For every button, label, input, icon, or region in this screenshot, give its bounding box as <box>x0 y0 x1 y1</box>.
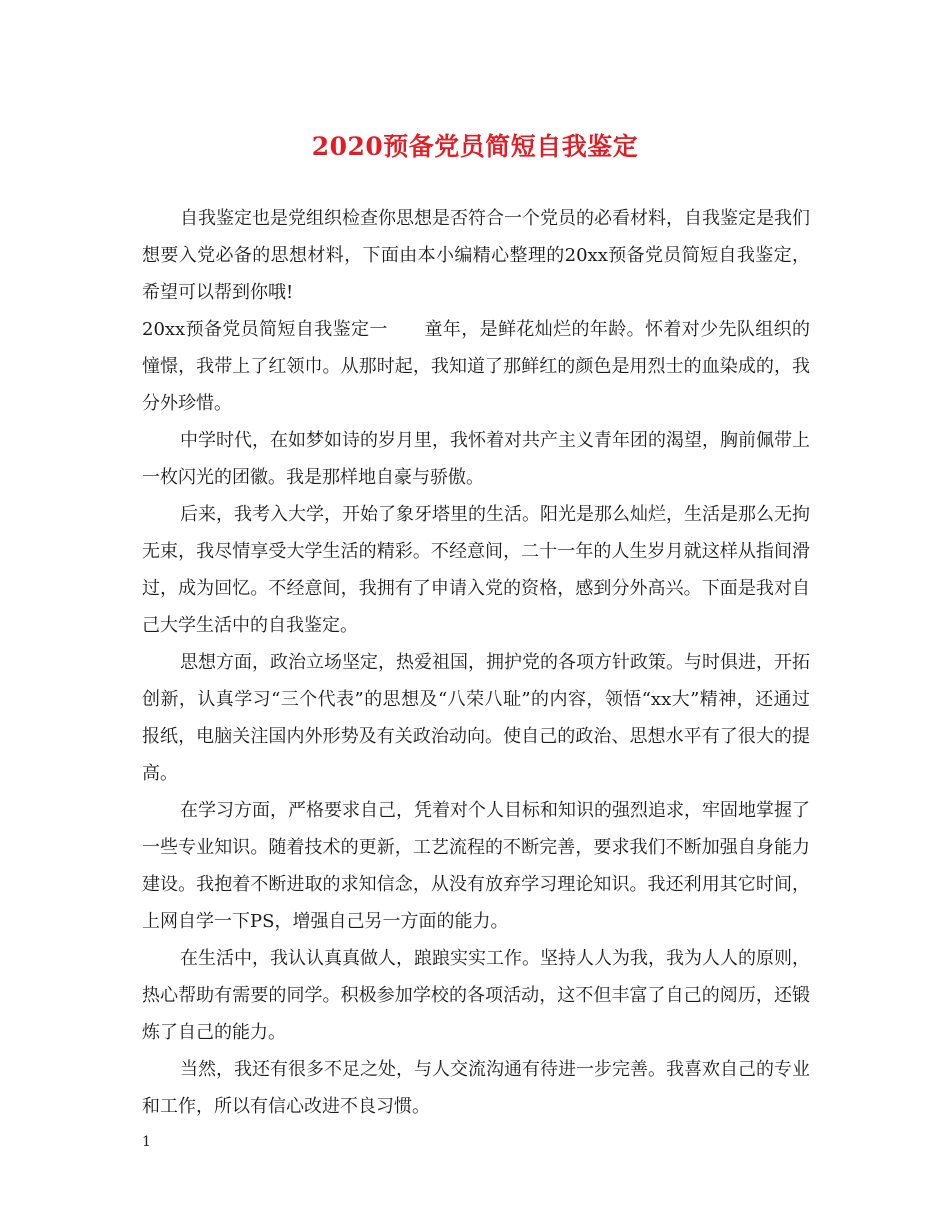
paragraph-middle-school: 中学时代，在如梦如诗的岁月里，我怀着对共产主义青年团的渴望，胸前佩带上一枚闪光的团徽。我是那样地自豪与骄傲。 <box>142 430 810 488</box>
document-title: 2020预备党员简短自我鉴定 <box>311 132 639 161</box>
paragraph-study: 在学习方面，严格要求自己，凭着对个人目标和知识的强烈追求，牢固地掌握了一些专业知识。随着技术的更新，工艺流程的不断完善，要求我们不断加强自身能力建设。我抱着不断进取的求知信念，从没有放弃学习理论知识。我还利用其它时间，上网自学一下PS，增强自己另一方面的能力。 <box>142 800 810 932</box>
paragraph-shortcomings: 当然，我还有很多不足之处，与人交流沟通有待进一步完善。我喜欢自己的专业和工作，所以有信心改进不良习惯。 <box>142 1059 810 1117</box>
paragraph-childhood: 20xx预备党员简短自我鉴定一 童年，是鲜花灿烂的年龄。怀着对少先队组织的憧憬，我带上了红领巾。从那时起，我知道了那鲜红的颜色是用烈士的血染成的，我分外珍惜。 <box>142 319 810 414</box>
document-body <box>142 200 810 1125</box>
page-number: 1 <box>142 1134 151 1150</box>
paragraph-intro: 自我鉴定也是党组织检查你思想是否符合一个党员的必看材料，自我鉴定是我们想要入党必备的思想材料，下面由本小编精心整理的20xx预备党员简短自我鉴定，希望可以帮到你哦! <box>142 208 810 303</box>
paragraph-life: 在生活中，我认认真真做人，踉踉实实工作。坚持人人为我，我为人人的原则，热心帮助有需要的同学。积极参加学校的各项活动，这不但丰富了自己的阅历，还锻炼了自己的能力。 <box>142 948 810 1043</box>
paragraph-university: 后来，我考入大学，开始了象牙塔里的生活。阳光是那么灿烂，生活是那么无拘无束，我尽情享受大学生活的精彩。不经意间，二十一年的人生岁月就这样从指间滑过，成为回忆。不经意间，我拥有了申请入党的资格，感到分外高兴。下面是我对自己大学生活中的自我鉴定。 <box>142 504 810 636</box>
paragraph-thought: 思想方面，政治立场坚定，热爱祖国，拥护党的各项方针政策。与时俱进，开拓创新，认真学习“三个代表”的思想及“八荣八耻”的内容，领悟“xx大”精神，还通过报纸，电脑关注国内外形势及有关政治动向。使自己的政治、思想水平有了很大的提高。 <box>142 652 810 784</box>
